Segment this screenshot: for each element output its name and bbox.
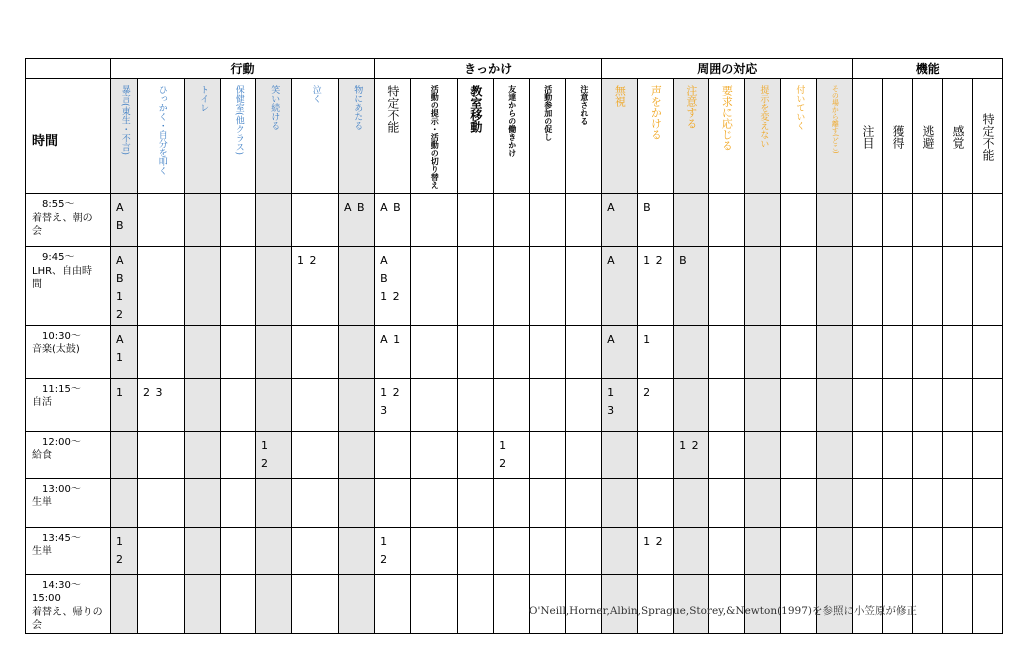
col-header-7: 特定不能 bbox=[375, 79, 411, 194]
cell bbox=[411, 478, 458, 527]
time-header: 時間 bbox=[26, 79, 111, 194]
time-line: 12:00～ bbox=[42, 436, 81, 448]
cell bbox=[185, 478, 221, 527]
cell bbox=[185, 574, 221, 633]
cell bbox=[256, 247, 292, 326]
cell bbox=[221, 194, 256, 247]
cell bbox=[339, 431, 375, 478]
cell: 2 3 bbox=[138, 378, 185, 431]
cell bbox=[853, 325, 883, 378]
cell bbox=[973, 247, 1003, 326]
col-header-4: 笑い続ける bbox=[256, 79, 292, 194]
cell bbox=[853, 378, 883, 431]
cell: B bbox=[638, 194, 674, 247]
table-row bbox=[26, 527, 1003, 574]
cell bbox=[602, 478, 638, 527]
cell bbox=[883, 378, 913, 431]
table-row bbox=[26, 478, 1003, 527]
cell bbox=[494, 194, 530, 247]
cell bbox=[256, 194, 292, 247]
cell bbox=[339, 378, 375, 431]
cell bbox=[781, 478, 817, 527]
cell: 1 2 bbox=[674, 431, 709, 478]
cell bbox=[494, 574, 530, 633]
cell bbox=[185, 378, 221, 431]
cell: 1 2 bbox=[375, 527, 411, 574]
time-line: 給食 bbox=[32, 450, 52, 462]
cell: A bbox=[602, 325, 638, 378]
cell: A 1 bbox=[111, 325, 138, 378]
cell bbox=[530, 378, 566, 431]
cell: A B bbox=[339, 194, 375, 247]
cell bbox=[709, 194, 745, 247]
cell bbox=[973, 574, 1003, 633]
cell bbox=[602, 431, 638, 478]
cell bbox=[913, 194, 943, 247]
cell bbox=[458, 527, 494, 574]
cell: 1 3 bbox=[602, 378, 638, 431]
cell bbox=[817, 478, 853, 527]
cell bbox=[781, 325, 817, 378]
cell bbox=[292, 478, 339, 527]
cell bbox=[883, 247, 913, 326]
cell bbox=[943, 247, 973, 326]
cell bbox=[530, 194, 566, 247]
time-cell bbox=[26, 431, 111, 478]
cell bbox=[185, 325, 221, 378]
time-line: 会 bbox=[32, 620, 42, 632]
cell bbox=[111, 431, 138, 478]
cell bbox=[973, 431, 1003, 478]
cell bbox=[913, 478, 943, 527]
col-header-8: 活動の提示・活動の切り替え bbox=[411, 79, 458, 194]
cell bbox=[817, 325, 853, 378]
cell bbox=[943, 325, 973, 378]
cell bbox=[256, 574, 292, 633]
cell bbox=[853, 527, 883, 574]
cell bbox=[458, 431, 494, 478]
cell: 1 2 bbox=[292, 247, 339, 326]
time-line: 間 bbox=[32, 279, 42, 290]
cell bbox=[943, 574, 973, 633]
col-header-21: 獲得 bbox=[883, 79, 913, 194]
table-row bbox=[26, 325, 1003, 378]
group-trigger: きっかけ bbox=[375, 59, 602, 79]
cell bbox=[745, 527, 781, 574]
cell: A bbox=[602, 247, 638, 326]
time-line: 自活 bbox=[32, 397, 52, 409]
cell bbox=[853, 431, 883, 478]
cell bbox=[375, 431, 411, 478]
cell bbox=[745, 194, 781, 247]
cell bbox=[138, 478, 185, 527]
cell bbox=[973, 325, 1003, 378]
time-cell bbox=[26, 247, 111, 326]
col-header-10: 友達からの働きかけ bbox=[494, 79, 530, 194]
cell bbox=[138, 431, 185, 478]
observation-table bbox=[25, 58, 1003, 634]
cell bbox=[709, 431, 745, 478]
cell bbox=[185, 247, 221, 326]
group-header-row bbox=[26, 59, 1003, 79]
cell bbox=[256, 527, 292, 574]
cell bbox=[411, 431, 458, 478]
cell bbox=[530, 478, 566, 527]
time-cell bbox=[26, 574, 111, 633]
cell bbox=[256, 478, 292, 527]
cell bbox=[292, 194, 339, 247]
cell bbox=[292, 431, 339, 478]
time-line: 14:30～ bbox=[42, 579, 81, 591]
cell bbox=[458, 478, 494, 527]
table-row bbox=[26, 247, 1003, 326]
cell: A 1 bbox=[375, 325, 411, 378]
cell bbox=[853, 478, 883, 527]
cell bbox=[943, 478, 973, 527]
time-line: 11:15～ bbox=[42, 383, 81, 395]
cell bbox=[458, 194, 494, 247]
cell bbox=[375, 478, 411, 527]
cell bbox=[375, 574, 411, 633]
cell bbox=[745, 247, 781, 326]
cell bbox=[781, 194, 817, 247]
cell: A B 1 2 bbox=[111, 247, 138, 326]
cell: A bbox=[602, 194, 638, 247]
cell bbox=[745, 431, 781, 478]
col-header-17: 提示を変えない bbox=[745, 79, 781, 194]
time-line: 着替え、帰りの bbox=[32, 606, 103, 618]
cell bbox=[221, 378, 256, 431]
cell bbox=[973, 194, 1003, 247]
cell bbox=[745, 325, 781, 378]
cell bbox=[256, 378, 292, 431]
cell bbox=[292, 527, 339, 574]
cell bbox=[943, 527, 973, 574]
citation-footer: O'Neill,Horner,Albin,Sprague,Storey,&Newton(1997)を参照に小笠原が修正 bbox=[528, 605, 917, 617]
time-cell bbox=[26, 478, 111, 527]
col-header-2: トイレ bbox=[185, 79, 221, 194]
cell bbox=[566, 478, 602, 527]
cell bbox=[674, 478, 709, 527]
cell: 1 2 bbox=[494, 431, 530, 478]
cell bbox=[221, 527, 256, 574]
cell bbox=[256, 325, 292, 378]
col-header-15: 注意する bbox=[674, 79, 709, 194]
cell bbox=[138, 574, 185, 633]
cell: B bbox=[674, 247, 709, 326]
col-header-6: 物にあたる bbox=[339, 79, 375, 194]
col-header-19: その場から離す(どこ) bbox=[817, 79, 853, 194]
time-line: 着替え、朝の bbox=[32, 212, 93, 224]
cell bbox=[339, 574, 375, 633]
col-header-3: 保健室(他クラス) bbox=[221, 79, 256, 194]
cell bbox=[221, 431, 256, 478]
cell bbox=[973, 478, 1003, 527]
cell bbox=[339, 325, 375, 378]
time-cell bbox=[26, 378, 111, 431]
cell bbox=[185, 194, 221, 247]
cell: 1 2 bbox=[256, 431, 292, 478]
cell bbox=[494, 478, 530, 527]
cell bbox=[494, 378, 530, 431]
table-row bbox=[26, 378, 1003, 431]
cell bbox=[883, 194, 913, 247]
cell bbox=[638, 478, 674, 527]
time-line: 生単 bbox=[32, 546, 52, 558]
cell bbox=[566, 527, 602, 574]
cell bbox=[817, 431, 853, 478]
cell bbox=[973, 378, 1003, 431]
cell bbox=[411, 527, 458, 574]
cell bbox=[530, 527, 566, 574]
col-header-12: 注意される bbox=[566, 79, 602, 194]
col-header-22: 逃避 bbox=[913, 79, 943, 194]
cell bbox=[221, 478, 256, 527]
cell bbox=[817, 194, 853, 247]
col-header-9: 教室移動 bbox=[458, 79, 494, 194]
time-line: LHR、自由時 bbox=[32, 265, 93, 277]
cell bbox=[530, 247, 566, 326]
table-row bbox=[26, 431, 1003, 478]
cell bbox=[853, 247, 883, 326]
cell bbox=[221, 247, 256, 326]
cell bbox=[781, 247, 817, 326]
cell bbox=[883, 478, 913, 527]
cell bbox=[494, 325, 530, 378]
cell bbox=[339, 247, 375, 326]
cell bbox=[817, 378, 853, 431]
cell bbox=[883, 325, 913, 378]
group-function: 機能 bbox=[853, 59, 1003, 79]
cell bbox=[709, 247, 745, 326]
table-body bbox=[26, 194, 1003, 634]
cell bbox=[674, 194, 709, 247]
cell bbox=[709, 478, 745, 527]
time-line: 15:00 bbox=[32, 593, 61, 605]
cell bbox=[566, 431, 602, 478]
cell: A B 1 2 bbox=[375, 247, 411, 326]
time-cell bbox=[26, 527, 111, 574]
col-header-18: 付いていく bbox=[781, 79, 817, 194]
cell bbox=[566, 194, 602, 247]
cell bbox=[781, 527, 817, 574]
cell bbox=[138, 325, 185, 378]
cell bbox=[138, 247, 185, 326]
cell: 1 2 bbox=[638, 527, 674, 574]
group-response: 周囲の対応 bbox=[602, 59, 853, 79]
column-header-row bbox=[26, 79, 1003, 194]
cell bbox=[566, 247, 602, 326]
cell bbox=[913, 431, 943, 478]
cell bbox=[817, 247, 853, 326]
cell bbox=[913, 527, 943, 574]
col-header-16: 要求に応じる bbox=[709, 79, 745, 194]
col-header-24: 特定不能 bbox=[973, 79, 1003, 194]
cell bbox=[943, 194, 973, 247]
cell bbox=[566, 378, 602, 431]
col-header-14: 声をかける bbox=[638, 79, 674, 194]
time-line: 9:45～ bbox=[42, 252, 75, 263]
cell bbox=[458, 247, 494, 326]
col-header-1: ひっかく・自分を叩く bbox=[138, 79, 185, 194]
cell bbox=[781, 431, 817, 478]
time-cell bbox=[26, 194, 111, 247]
col-header-5: 泣く bbox=[292, 79, 339, 194]
time-cell bbox=[26, 325, 111, 378]
time-line: 13:00～ bbox=[42, 483, 81, 495]
cell bbox=[494, 527, 530, 574]
col-header-11: 活動参加の促し bbox=[530, 79, 566, 194]
time-line: 音楽(太鼓) bbox=[32, 344, 80, 356]
cell bbox=[913, 574, 943, 633]
col-header-20: 注目 bbox=[853, 79, 883, 194]
time-line: 13:45～ bbox=[42, 532, 81, 544]
cell bbox=[973, 527, 1003, 574]
cell bbox=[138, 194, 185, 247]
cell bbox=[221, 325, 256, 378]
cell bbox=[494, 247, 530, 326]
time-line: 8:55～ bbox=[42, 199, 75, 210]
cell bbox=[221, 574, 256, 633]
cell bbox=[292, 378, 339, 431]
cell bbox=[458, 378, 494, 431]
cell bbox=[602, 527, 638, 574]
cell bbox=[709, 378, 745, 431]
cell: 1 bbox=[111, 378, 138, 431]
cell bbox=[458, 325, 494, 378]
time-line: 10:30～ bbox=[42, 330, 81, 342]
group-behavior: 行動 bbox=[111, 59, 375, 79]
cell bbox=[411, 194, 458, 247]
cell bbox=[411, 378, 458, 431]
blank-corner bbox=[26, 59, 111, 79]
cell bbox=[530, 325, 566, 378]
cell bbox=[458, 574, 494, 633]
cell: 2 bbox=[638, 378, 674, 431]
cell bbox=[339, 478, 375, 527]
cell bbox=[745, 478, 781, 527]
cell bbox=[138, 527, 185, 574]
cell bbox=[339, 527, 375, 574]
cell bbox=[638, 431, 674, 478]
cell bbox=[913, 378, 943, 431]
cell bbox=[674, 378, 709, 431]
cell bbox=[111, 478, 138, 527]
cell bbox=[411, 574, 458, 633]
col-header-23: 感覚 bbox=[943, 79, 973, 194]
cell bbox=[411, 247, 458, 326]
cell bbox=[913, 325, 943, 378]
cell: 1 bbox=[638, 325, 674, 378]
cell bbox=[111, 574, 138, 633]
cell bbox=[566, 325, 602, 378]
table-row bbox=[26, 194, 1003, 247]
cell: A B bbox=[111, 194, 138, 247]
cell bbox=[292, 325, 339, 378]
cell: 1 2 3 bbox=[375, 378, 411, 431]
cell bbox=[674, 325, 709, 378]
col-header-13: 無視 bbox=[602, 79, 638, 194]
time-line: 生単 bbox=[32, 497, 52, 509]
cell bbox=[943, 378, 973, 431]
cell bbox=[709, 325, 745, 378]
cell: 1 2 bbox=[111, 527, 138, 574]
cell bbox=[853, 194, 883, 247]
cell bbox=[530, 431, 566, 478]
cell bbox=[709, 527, 745, 574]
cell bbox=[292, 574, 339, 633]
cell bbox=[913, 247, 943, 326]
cell bbox=[781, 378, 817, 431]
cell bbox=[817, 527, 853, 574]
cell: A B bbox=[375, 194, 411, 247]
cell bbox=[883, 527, 913, 574]
cell bbox=[943, 431, 973, 478]
cell bbox=[411, 325, 458, 378]
cell bbox=[745, 378, 781, 431]
col-header-0: 暴言(東生・不言) bbox=[111, 79, 138, 194]
cell: 1 2 bbox=[638, 247, 674, 326]
cell bbox=[185, 431, 221, 478]
cell bbox=[883, 431, 913, 478]
cell bbox=[674, 527, 709, 574]
cell bbox=[185, 527, 221, 574]
time-line: 会 bbox=[32, 226, 42, 237]
